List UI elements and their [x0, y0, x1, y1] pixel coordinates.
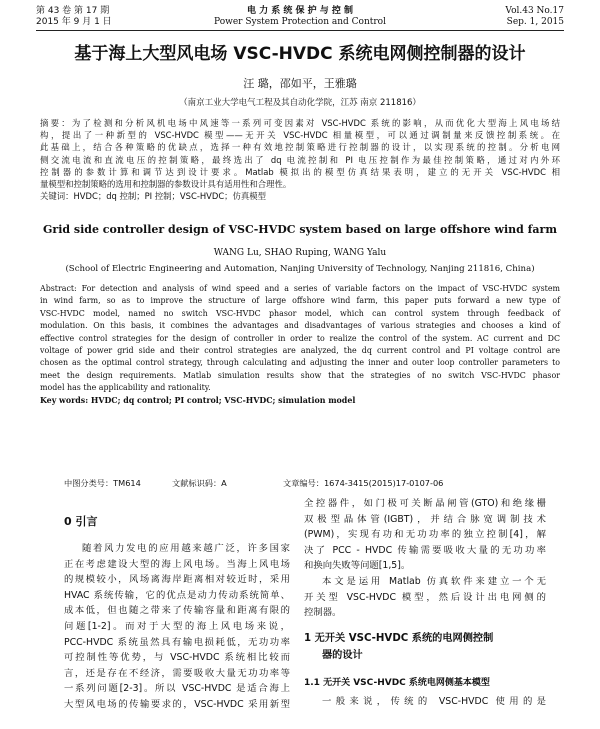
intro-line: 言，还是存在不经济，需要吸收大量无功功率等 [64, 667, 290, 679]
abstract-en-line: model has the applicability and rationality. [40, 383, 211, 393]
abstract-en-line: meet the design requirements. Matlab simulation results show that the strategies of no switch VSC-HVDC phasor [40, 370, 560, 380]
classification-doc-code: 文献标识码：A [172, 478, 227, 488]
keywords-en: Key words: HVDC; dq control; PI control; VSC-HVDC; simulation model [40, 395, 356, 405]
abstract-cn-line: 量模型和控制策略的选用和控制器的参数设计具有适用性和合理性。 [40, 179, 292, 190]
subsection-body-line: 一般来说，传统的 VSC-HVDC 使用的是 [322, 696, 546, 707]
abstract-cn-line: 控制器的参数计算和调节达到设计要求。Matlab 模拟出的模型仿真结果表明，建立的无开关 VSC-HVDC 相 [40, 166, 560, 177]
abstract-en-line: chosen as the optimal control strategy, through calculating and adjusting the inner and outer loop controller parameters to [40, 358, 560, 368]
right-line: (PWM)，实现有功和无功功率的独立控制[4]，解 [304, 529, 546, 541]
header-rule [36, 30, 564, 31]
intro-line: HVAC 系统传输，它的优点是动力传动系统简单、 [64, 589, 290, 601]
right-line: 和换向失败等问题[1,5]。 [304, 560, 411, 572]
authors-cn: 汪 璐，邵如平，王雅璐 [243, 77, 357, 90]
abstract-cn-line: 侧交流电流和直流电压的控制策略，最终选出了 dq 电流控制和 PI 电压控制作为最佳控制策略，通过对内外环 [40, 154, 560, 165]
intro-line: 一系列问题[2-3]。所以 VSC-HVDC 是适合海上 [64, 683, 290, 695]
abstract-en-line: modulation. On this basis, it combines the advantages and disadvantages of various strategies and chooses a kind of [40, 321, 560, 331]
abstract-en-line: in wind farm, so as to improve the structure of large offshore wind farm, this paper puts forward a new type of [40, 296, 560, 306]
intro-line: 大型风电场的传输要求的，VSC-HVDC 采用新型 [64, 698, 290, 710]
section-0-heading: 0 引言 [64, 515, 98, 528]
abstract-en-line: VSC-HVDC model, named no switch VSC-HVDC phasor model, which can control system through feedback of [40, 308, 560, 318]
right-line: 决了 PCC - HVDC 传输需要吸收大量的无功功率 [304, 544, 546, 556]
classification-clc: 中图分类号：TM614 [64, 478, 141, 488]
subsection-1-1: 1.1 无开关 VSC-HVDC 系统电网侧基本模型 [304, 678, 490, 688]
keywords-cn: 关键词：HVDC；dq 控制；PI 控制；VSC-HVDC；仿真模型 [40, 191, 267, 202]
right-line: 双极型晶体管(IGBT)，并结合脉宽调制技术 [304, 513, 546, 525]
section-1-heading-cont: 器的设计 [322, 650, 363, 661]
affiliation-en: (School of Electric Engineering and Automation, Nanjing University of Technology, Nanjing 211816, China) [65, 264, 535, 274]
classification-article-no: 文章编号：1674-3415(2015)17-0107-06 [283, 478, 444, 488]
header-volume-cn: 第 43 卷 第 17 期 [36, 6, 110, 16]
intro-line: 正在考虑建设大型的海上风电场。当海上风电场 [64, 558, 290, 570]
abstract-cn-line: 此基础上，结合各种策略的优缺点，选择一种有效地控制策略进行控制器的设计，以实现系统的控制。分析电网 [40, 142, 560, 153]
intro-line: 成本低，但也随之带来了传输容量和距离有限的 [64, 605, 290, 617]
affiliation-cn: （南京工业大学电气工程及其自动化学院，江苏 南京 211816） [179, 98, 421, 108]
intro-line: 可控制性等优势，与 VSC-HVDC 系统相比较而 [64, 652, 290, 664]
intro-line: PCC-HVDC 系统虽然具有输电损耗低，无功功率 [64, 636, 290, 648]
abstract-cn [40, 117, 560, 202]
abstract-en-line: Abstract: For detection and analysis of wind speed and a series of variable factors on the impact of VSC-HVDC system [40, 284, 560, 293]
para2-line: 控制器。 [304, 607, 342, 619]
right-line: 全控器件，如门极可关断晶闸管(GTO)和绝缘栅 [304, 498, 546, 509]
title-en: Grid side controller design of VSC-HVDC system based on large offshore wind farm [43, 223, 557, 236]
left-column-body [64, 541, 290, 713]
abstract-en [40, 283, 560, 407]
header-date-en: Sep. 1, 2015 [506, 17, 564, 27]
abstract-en-line: voltage of power grid side and their control strategies are analyzed, the dq current control and PI voltage control are [40, 346, 560, 356]
title-cn: 基于海上大型风电场 VSC-HVDC 系统电网侧控制器的设计 [74, 44, 526, 64]
header-journal-cn: 电 力 系 统 保 护 与 控 制 [246, 6, 354, 16]
authors-en: WANG Lu, SHAO Ruping, WANG Yalu [213, 248, 387, 258]
intro-line: 问题[1-2]。而对于大型的海上风电场来说， [64, 620, 290, 632]
header-date-cn: 2015 年 9 月 1 日 [36, 17, 112, 27]
para2-line: 本文是运用 Matlab 仿真软件来建立一个无 [322, 575, 546, 587]
header-journal-en: Power System Protection and Control [214, 17, 386, 27]
header-volume-en: Vol.43 No.17 [505, 6, 564, 16]
para2-line: 开关型 VSC-HVDC 模型，然后设计出电网侧的 [304, 591, 546, 603]
abstract-cn-line: 摘要：为了检测和分析风机电场中风速等一系列可变因素对 VSC-HVDC 系统的影响，从而优化大型海上风电场结 [40, 118, 560, 128]
abstract-cn-line: 构，提出了一种新型的 VSC-HVDC 模型——无开关 VSC-HVDC 相量模型，可以通过调制量来反馈控制系统。在 [40, 130, 560, 141]
intro-line: 随着风力发电的应用越来越广泛，许多国家 [82, 543, 290, 554]
abstract-en-line: effective control strategies for the design of controller in order to realize the control of the system. AC current and DC [40, 333, 560, 343]
section-1-heading: 1 无开关 VSC-HVDC 系统的电网侧控制 [304, 633, 494, 644]
right-column-body [304, 496, 546, 621]
intro-line: 的规模较小，风场离海岸距离相对较近时，采用 [64, 574, 290, 586]
